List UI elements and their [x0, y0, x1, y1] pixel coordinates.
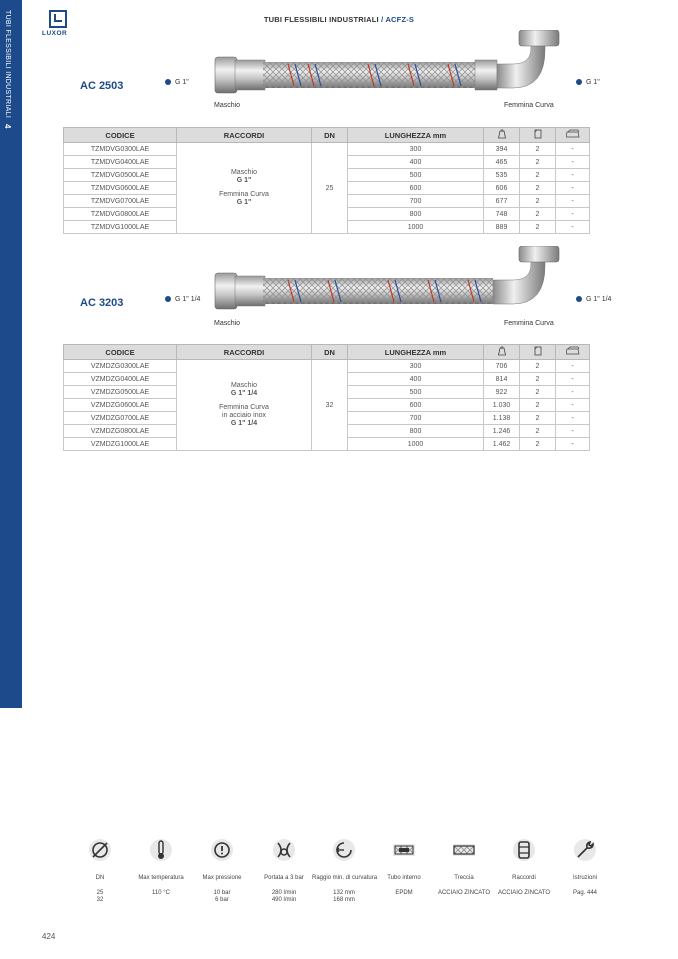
cell-pack: 2	[520, 360, 556, 373]
fittings-icon	[512, 838, 536, 862]
cell-box: -	[556, 169, 590, 182]
header-weight	[484, 128, 520, 143]
inner-tube-icon	[392, 838, 416, 862]
right-fitting-label: Femmina Curva	[504, 320, 554, 327]
cell-lunghezza: 600	[348, 399, 484, 412]
spec-value-line: EPDM	[395, 890, 413, 896]
page-title-code: ACFZ-S	[385, 15, 415, 24]
header-raccordi: RACCORDI	[177, 345, 312, 360]
header-box	[556, 345, 590, 360]
header-pack	[520, 345, 556, 360]
page-title	[0, 15, 678, 24]
cell-box: -	[556, 156, 590, 169]
cell-codice: TZMDVG0300LAE	[64, 143, 177, 156]
header-dn: DN	[312, 345, 348, 360]
page-title-main: TUBI FLESSIBILI INDUSTRIALI	[263, 15, 379, 24]
cell-box: -	[556, 143, 590, 156]
left-connection-value: G 1"	[175, 79, 189, 86]
instructions-icon	[573, 838, 597, 862]
spec-max-temperatura	[129, 838, 193, 897]
spec-value-line: 10 bar	[213, 890, 231, 896]
cell-lunghezza: 600	[348, 182, 484, 195]
right-connection-value: G 1"	[586, 79, 600, 86]
spec-value	[68, 890, 132, 904]
cell-codice: VZMDZG0700LAE	[64, 412, 177, 425]
cell-lunghezza: 300	[348, 143, 484, 156]
cell-lunghezza: 700	[348, 195, 484, 208]
cell-lunghezza: 1000	[348, 438, 484, 451]
table-row	[64, 360, 590, 373]
cell-lunghezza: 700	[348, 412, 484, 425]
sidebar-title	[3, 10, 12, 129]
cell-pack: 2	[520, 208, 556, 221]
flow-icon	[272, 838, 296, 862]
spec-value	[252, 890, 316, 904]
hose-image	[213, 246, 563, 316]
spec-value	[432, 890, 496, 897]
left-connection-value: G 1" 1/4	[175, 296, 201, 303]
spec-dn	[68, 838, 132, 904]
cell-weight: 677	[484, 195, 520, 208]
header-dn: DN	[312, 128, 348, 143]
cell-codice: VZMDZG0600LAE	[64, 399, 177, 412]
box-icon	[566, 346, 580, 356]
raccordi-line: G 1"	[236, 199, 252, 206]
sidebar-section-number: 4	[3, 124, 12, 130]
cell-weight: 922	[484, 386, 520, 399]
spec-value-line: 490 l/min	[271, 897, 297, 903]
cell-weight: 535	[484, 169, 520, 182]
cell-weight: 1.462	[484, 438, 520, 451]
spec-raccordi	[492, 838, 556, 897]
left-connection	[165, 79, 189, 86]
header-codice: CODICE	[64, 128, 177, 143]
header-weight	[484, 345, 520, 360]
cell-box: -	[556, 208, 590, 221]
cell-weight: 706	[484, 360, 520, 373]
cell-pack: 2	[520, 143, 556, 156]
pressure-icon	[210, 838, 234, 862]
table-row	[64, 143, 590, 156]
cell-box: -	[556, 221, 590, 234]
spec-name: Treccia	[454, 875, 474, 881]
cell-pack: 2	[520, 169, 556, 182]
sidebar-section-title: TUBI FLESSIBILI INDUSTRIALI	[4, 10, 11, 119]
cell-box: -	[556, 386, 590, 399]
cell-weight: 1.138	[484, 412, 520, 425]
cell-lunghezza: 1000	[348, 221, 484, 234]
right-connection-value: G 1" 1/4	[586, 296, 612, 303]
spec-value-line: ACCIAIO ZINCATO	[497, 890, 551, 896]
cell-box: -	[556, 373, 590, 386]
header-lunghezza: LUNGHEZZA mm	[348, 345, 484, 360]
cell-pack: 2	[520, 438, 556, 451]
cell-weight: 1.246	[484, 425, 520, 438]
thermometer-icon	[149, 838, 173, 862]
cell-codice: TZMDVG0700LAE	[64, 195, 177, 208]
cell-pack: 2	[520, 195, 556, 208]
product-code: AC 3203	[80, 297, 124, 309]
bullet-icon	[576, 79, 582, 85]
bullet-icon	[576, 296, 582, 302]
raccordi-line: in acciaio inox	[222, 412, 266, 419]
package-icon	[533, 129, 543, 139]
cell-dn: 25	[312, 143, 348, 234]
raccordi-line: G 1" 1/4	[230, 420, 258, 427]
spec-value-line: 32	[96, 897, 104, 903]
package-icon	[533, 346, 543, 356]
cell-box: -	[556, 425, 590, 438]
spec-value-line: 110 °C	[152, 890, 170, 896]
cell-weight: 465	[484, 156, 520, 169]
spec-name: Raggio min. di curvatura	[312, 875, 378, 881]
page-number: 424	[42, 932, 56, 941]
cell-dn: 32	[312, 360, 348, 451]
box-icon	[566, 129, 580, 139]
spec-value	[553, 890, 617, 897]
raccordi-line: Femmina Curva	[219, 191, 269, 198]
header-codice: CODICE	[64, 345, 177, 360]
cell-pack: 2	[520, 412, 556, 425]
bullet-icon	[165, 296, 171, 302]
spec-value	[190, 890, 254, 904]
cell-lunghezza: 300	[348, 360, 484, 373]
spec-name: Raccordi	[512, 875, 536, 881]
cell-lunghezza: 400	[348, 373, 484, 386]
cell-pack: 2	[520, 156, 556, 169]
spec-max-pressione	[190, 838, 254, 904]
cell-lunghezza: 400	[348, 156, 484, 169]
spec-tubo-interno	[372, 838, 436, 897]
cell-box: -	[556, 182, 590, 195]
cell-pack: 2	[520, 386, 556, 399]
header-box	[556, 128, 590, 143]
left-fitting-label: Maschio	[214, 320, 241, 327]
cell-box: -	[556, 399, 590, 412]
spec-name: DN	[95, 875, 105, 881]
cell-weight: 814	[484, 373, 520, 386]
spec-value	[492, 890, 556, 897]
spec-value	[129, 890, 193, 897]
spec-name: Max pressione	[202, 875, 242, 881]
spec-portata	[252, 838, 316, 904]
cell-box: -	[556, 195, 590, 208]
raccordi-line: G 1" 1/4	[230, 390, 258, 397]
header-pack	[520, 128, 556, 143]
cell-raccordi	[177, 360, 312, 451]
cell-box: -	[556, 412, 590, 425]
left-connection	[165, 296, 200, 303]
raccordi-line: Maschio	[230, 382, 258, 389]
cell-lunghezza: 800	[348, 425, 484, 438]
spec-value-line: 168 mm	[333, 897, 355, 903]
weight-icon	[497, 129, 507, 139]
right-connection	[576, 296, 611, 303]
cell-pack: 2	[520, 399, 556, 412]
spec-raggio	[312, 838, 376, 904]
cell-weight: 748	[484, 208, 520, 221]
header-lunghezza: LUNGHEZZA mm	[348, 128, 484, 143]
cell-pack: 2	[520, 425, 556, 438]
cell-weight: 889	[484, 221, 520, 234]
spec-table	[63, 344, 590, 451]
right-connection	[576, 79, 600, 86]
dn-icon	[88, 838, 112, 862]
cell-lunghezza: 500	[348, 169, 484, 182]
raccordi-line: Femmina Curva	[219, 404, 269, 411]
hose-image	[213, 30, 563, 100]
spec-istruzioni	[553, 838, 617, 897]
spec-value-line: Pag. 444	[572, 890, 598, 896]
cell-codice: TZMDVG0400LAE	[64, 156, 177, 169]
cell-pack: 2	[520, 182, 556, 195]
cell-weight: 1.030	[484, 399, 520, 412]
cell-pack: 2	[520, 221, 556, 234]
raccordi-line: Maschio	[230, 169, 258, 176]
spec-table	[63, 127, 590, 234]
spec-name: Portata a 3 bar	[264, 875, 304, 881]
cell-codice: VZMDZG0300LAE	[64, 360, 177, 373]
spec-value	[372, 890, 436, 897]
cell-box: -	[556, 360, 590, 373]
cell-codice: VZMDZG1000LAE	[64, 438, 177, 451]
braid-icon	[452, 838, 476, 862]
cell-lunghezza: 800	[348, 208, 484, 221]
product-code: AC 2503	[80, 80, 124, 92]
cell-codice: VZMDZG0400LAE	[64, 373, 177, 386]
cell-lunghezza: 500	[348, 386, 484, 399]
spec-treccia	[432, 838, 496, 897]
cell-raccordi	[177, 143, 312, 234]
spec-name: Tubo interno	[387, 875, 421, 881]
cell-codice: TZMDVG0800LAE	[64, 208, 177, 221]
cell-box: -	[556, 438, 590, 451]
spec-value-line: 280 l/min	[271, 890, 297, 896]
spec-value-line: ACCIAIO ZINCATO	[437, 890, 491, 896]
cell-codice: VZMDZG0800LAE	[64, 425, 177, 438]
cell-weight: 394	[484, 143, 520, 156]
spec-name: Max temperatura	[138, 875, 184, 881]
weight-icon	[497, 346, 507, 356]
spec-name: Istruzioni	[572, 875, 597, 881]
spec-value-line: 6 bar	[215, 897, 229, 903]
cell-codice: TZMDVG0600LAE	[64, 182, 177, 195]
cell-pack: 2	[520, 373, 556, 386]
cell-codice: TZMDVG1000LAE	[64, 221, 177, 234]
cell-codice: TZMDVG0500LAE	[64, 169, 177, 182]
cell-weight: 606	[484, 182, 520, 195]
page-title-separator: /	[381, 15, 384, 24]
spec-value	[312, 890, 376, 904]
bend-radius-icon	[332, 838, 356, 862]
right-fitting-label: Femmina Curva	[504, 102, 554, 109]
header-raccordi: RACCORDI	[177, 128, 312, 143]
bullet-icon	[165, 79, 171, 85]
cell-codice: VZMDZG0500LAE	[64, 386, 177, 399]
brand-name: LUXOR	[42, 30, 68, 37]
section-sidebar	[0, 0, 22, 708]
spec-value-line: 132 mm	[333, 890, 355, 896]
spec-value-line: 25	[96, 890, 104, 896]
raccordi-line: G 1"	[236, 177, 252, 184]
left-fitting-label: Maschio	[214, 102, 241, 109]
